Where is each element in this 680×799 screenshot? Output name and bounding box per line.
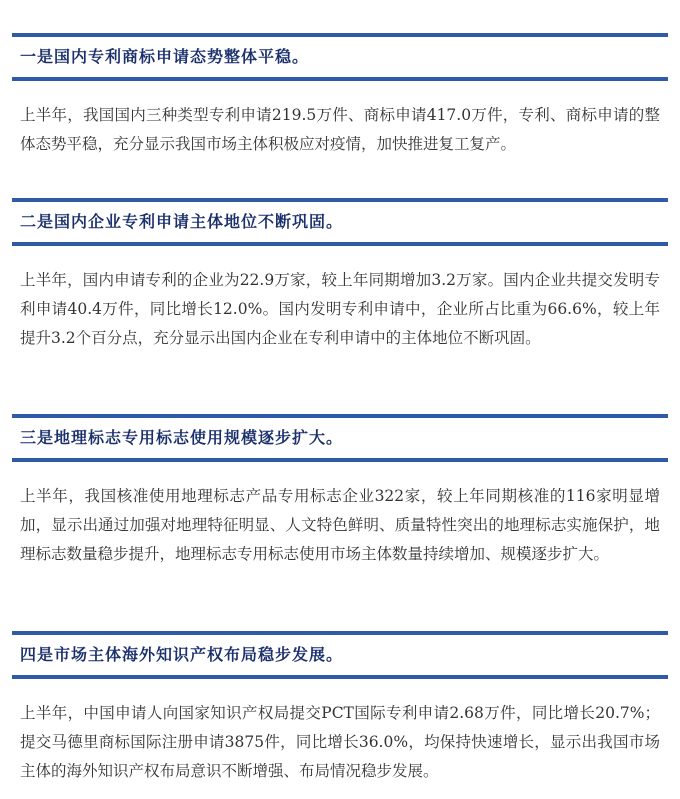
heading-bottom-rule <box>12 675 668 679</box>
section-paragraph: 上半年，中国申请人向国家知识产权局提交PCT国际专利申请2.68万件，同比增长20.7%；提交马德里商标国际注册申请3875件，同比增长36.0%，均保持快速增长，显示出我国市场主体的海外知识产权布局意识不断增强、布局情况稳步发展。 <box>20 704 660 780</box>
section-heading <box>12 414 668 462</box>
section-heading <box>12 33 668 81</box>
section-1 <box>12 33 668 159</box>
section-4 <box>12 631 668 786</box>
heading-bottom-rule <box>12 242 668 246</box>
section-paragraph: 上半年，国内申请专利的企业为22.9万家，较上年同期增加3.2万家。国内企业共提交发明专利申请40.4万件，同比增长12.0%。国内发明专利申请中，企业所占比重为66.6%，较上年提升3.2个百分点，充分显示出国内企业在专利申请中的主体地位不断巩固。 <box>20 271 660 347</box>
section-3 <box>12 414 668 569</box>
section-paragraph: 上半年，我国核准使用地理标志产品专用标志企业322家，较上年同期核准的116家明显增加，显示出通过加强对地理特征明显、人文特色鲜明、质量特性突出的地理标志实施保护，地理标志数量稳步提升，地理标志专用标志使用市场主体数量持续增加、规模逐步扩大。 <box>20 487 660 563</box>
heading-bottom-rule <box>12 77 668 81</box>
section-heading <box>12 631 668 679</box>
section-title: 二是国内企业专利申请主体地位不断巩固。 <box>20 212 344 231</box>
section-title: 一是国内专利商标申请态势整体平稳。 <box>20 47 310 66</box>
section-paragraph: 上半年，我国国内三种类型专利申请219.5万件、商标申请417.0万件，专利、商标申请的整体态势平稳，充分显示我国市场主体积极应对疫情，加快推进复工复产。 <box>20 106 660 153</box>
section-title: 四是市场主体海外知识产权布局稳步发展。 <box>20 645 344 664</box>
section-title: 三是地理标志专用标志使用规模逐步扩大。 <box>20 428 344 447</box>
section-2 <box>12 198 668 353</box>
heading-bottom-rule <box>12 458 668 462</box>
section-heading <box>12 198 668 246</box>
